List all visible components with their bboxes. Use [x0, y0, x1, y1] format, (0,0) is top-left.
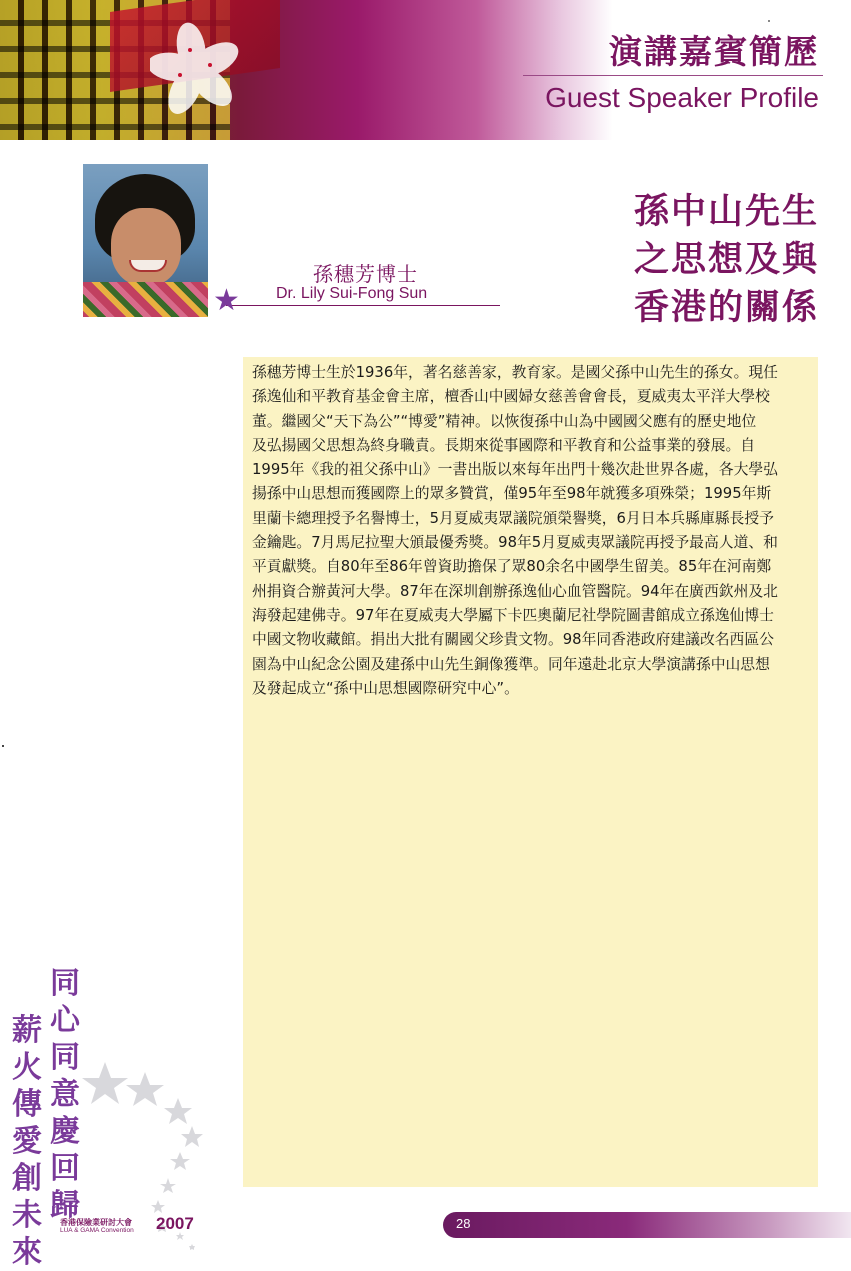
talk-title-line: 之思想及與: [633, 239, 819, 280]
slogan-char: 歸: [50, 1188, 80, 1223]
page-title-en: Guest Speaker Profile: [545, 82, 819, 113]
footer-bar: [443, 1212, 851, 1238]
photo-smile: [129, 260, 167, 272]
margin-mark: [2, 745, 4, 747]
slogan-char: 火: [12, 1050, 42, 1085]
talk-title-line: 香港的關係: [633, 287, 819, 328]
slogan-column-left: [12, 1012, 48, 1271]
bauhinia-flower-icon: [150, 20, 240, 120]
bio-line: 董。繼國父“天下為公”“博愛”精神。以恢復孫中山為中國國父應有的歷史地位: [252, 412, 757, 430]
star-icon: ★: [213, 283, 240, 318]
bio-line: 及發起成立“孫中山思想國際研究中心”。: [252, 679, 519, 697]
slogan-char: 未: [12, 1198, 42, 1233]
slogan-char: 薪: [12, 1013, 42, 1048]
speaker-name-underline: [226, 305, 500, 306]
bio-line: 金鑰匙。7月馬尼拉聖大頒最優秀獎。98年5月夏威夷眾議院再授予最高人道、和: [252, 534, 778, 552]
bio-line: 孫穗芳博士生於1936年，著名慈善家，教育家。是國父孫中山先生的孫女。現任: [252, 364, 778, 381]
talk-title-line: 孫中山先生: [633, 191, 819, 232]
slogan-char: 慶: [50, 1114, 80, 1149]
bio-line: 1995年《我的祖父孫中山》一書出版以來每年出門十幾次赴世界各處，各大學弘: [252, 461, 778, 479]
bio-text: [252, 361, 817, 701]
bio-line: 揚孫中山思想而獲國際上的眾多贊賞，僅95年至98年就獲多項殊榮；1995年斯: [252, 485, 772, 503]
speaker-photo: [83, 164, 208, 317]
bio-line: 及弘揚國父思想為終身職責。長期來從事國際和平教育和公益事業的發展。自: [252, 436, 756, 454]
convention-name-en: LUA & GAMA Convention: [60, 1227, 134, 1234]
slogan-char: 同: [50, 966, 80, 1001]
slogan-char: 心: [50, 1003, 80, 1038]
photo-dress: [83, 282, 208, 317]
bio-line: 平貢獻獎。自80年至86年曾資助擔保了眾80余名中國學生留美。85年在河南鄭: [252, 558, 772, 576]
bio-line: 孫逸仙和平教育基金會主席，檀香山中國婦女慈善會會長，夏威夷太平洋大學校: [252, 388, 770, 406]
slogan-char: 愛: [12, 1124, 42, 1159]
bio-line: 州捐資合辦黃河大學。87年在深圳創辦孫逸仙心血管醫院。94年在廣西欽州及北: [252, 582, 778, 600]
speaker-name-en: Dr. Lily Sui-Fong Sun: [276, 285, 428, 302]
convention-year: 2007: [156, 1214, 194, 1233]
slogan-char: 同: [50, 1040, 80, 1075]
page-title-zh: 演講嘉賓簡歷: [609, 32, 819, 71]
slogan-char: 回: [50, 1151, 80, 1186]
bio-line: 里蘭卡總理授予名譽博士，5月夏威夷眾議院頒榮譽獎，6月日本兵縣庫縣長授予: [252, 509, 774, 527]
page-number: 28: [456, 1216, 471, 1231]
bio-line: 海發起建佛寺。97年在夏威夷大學屬下卡匹奧蘭尼社學院圖書館成立孫逸仙博士: [252, 606, 774, 624]
slogan-char: 傳: [12, 1087, 42, 1122]
talk-title: [619, 188, 819, 332]
header-divider: [523, 75, 823, 76]
header-dot: [768, 20, 770, 22]
speaker-name-zh: 孫穗芳博士: [313, 262, 418, 286]
photo-face: [111, 208, 181, 286]
slogan-char: 意: [50, 1077, 80, 1112]
bio-line: 園為中山紀念公園及建孫中山先生銅像獲準。同年遠赴北京大學演講孫中山思想: [252, 655, 770, 673]
bio-line: 中國文物收藏館。捐出大批有關國父珍貴文物。98年同香港政府建議改名西區公: [252, 631, 774, 649]
convention-name-zh: 香港保險業研討大會: [60, 1218, 132, 1227]
slogan-char: 來: [12, 1235, 42, 1270]
slogan-char: 創: [12, 1161, 42, 1196]
